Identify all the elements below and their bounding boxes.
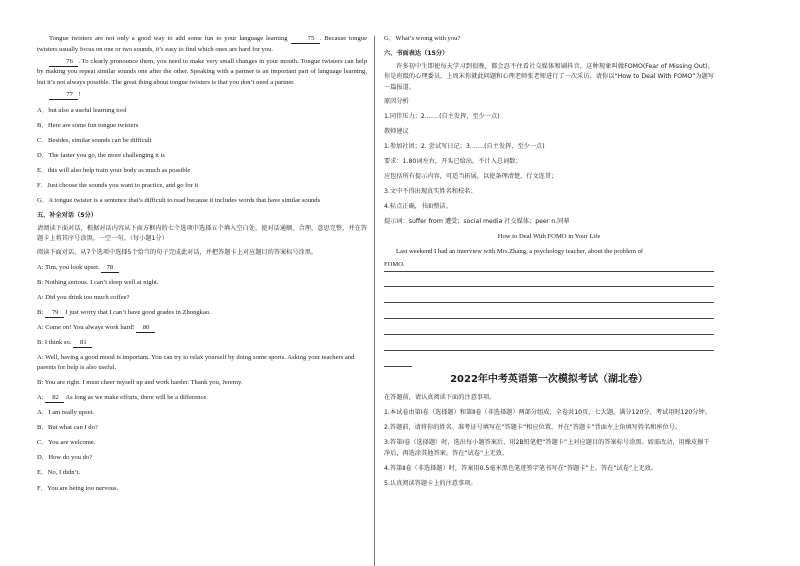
writing-line[interactable] <box>384 276 714 288</box>
option-f: F．Just choose the sounds you want to practice, and go for it <box>37 182 199 190</box>
advice-label: 教师建议 <box>384 128 409 136</box>
advice-item: 1.参加社团；2. 尝试写日记；3.……(自主发挥，至少一点) <box>384 143 545 151</box>
section-5-instruction-1: 请阅读下面对话，根据对话内容从下面方框内的七个选项中选择五个填入空白处，使对话通顺、合理，意思完整，并在答题卡上将其序号涂黑。一空一句。（每小题1分） <box>37 224 367 243</box>
dialogue-option-a: A．I am really upset. <box>37 409 95 417</box>
dialogue-line-3: A: Did you drink too much coffee? <box>37 293 130 301</box>
requirement-3: 3.文中不得出现真实姓名和校名； <box>384 188 477 196</box>
dialogue-option-g: G．What’s wrong with you? <box>384 35 461 42</box>
dialogue-option-f: F．You are being too nervous. <box>37 484 119 492</box>
exam-title: 2022年中考英语第一次模拟考试（湖北卷） <box>450 374 648 386</box>
essay-title: How to Deal With FOMO in Your Life <box>497 233 601 241</box>
dialogue-line-8: B: You are right. I must cheer myself up and work harder. Thank you, Jeremy. <box>37 379 243 387</box>
blank-78[interactable]: 78 <box>101 264 118 273</box>
notice-3: 3.答第Ⅰ卷（选择题）时，选出每小题答案后，用2B铅笔把“答题卡”上对应题目的答案标号涂黑。如需改动，用橡皮擦干净后，再选涂其他答案。答在“试卷”上无效。 <box>384 439 710 457</box>
option-e: E．this will also help train your body as much as possible <box>37 166 191 174</box>
writing-line[interactable] <box>384 292 714 304</box>
section-6-title: 六、书面表达（15分） <box>384 50 449 58</box>
cause-label: 原因分析 <box>384 98 409 106</box>
passage-paragraph-2: 76 . To clearly pronounce them, you need to make very small changes in your mouth. Tongue twisters can help by making you repeat similar sounds one after the other. Speaking with a partner is an important part of language learning, but it’s not always possible. The great thing about tongue twisters is that you don’t need a partner. <box>37 57 367 86</box>
option-c: C．Besides, similar sounds can be difficult <box>37 136 152 144</box>
section-5-instruction-2: 阅读下面对话，从7个选项中选择5个恰当的句子完成此对话，并把答题卡上对应题目的答案标号涂黑。 <box>37 249 318 256</box>
writing-line[interactable] <box>384 356 412 368</box>
section-6-intro: 许多初中生即使每天学习到很晚，都会忍不住看社交媒体和刷抖音，这种现象叫做FOMO(Fear of Missing Out)。你是班级的心理委员，上周末你就此问题和心理老师张老师进行了一次采访。请你以“How to Deal With FOMO”为题写一篇报道。 <box>384 62 714 91</box>
dialogue-line-2: B: Nothing serious. I can’t sleep well at night. <box>37 278 159 286</box>
requirement-4: 4.标点正确，书面整洁。 <box>384 203 452 211</box>
dialogue-line-1: A: Tim, you look upset. 78 <box>37 263 367 274</box>
dialogue-line-4: B: 79 I just worry that I can’t have good grades in Zhongkao. <box>37 308 211 316</box>
writing-line[interactable] <box>384 308 714 320</box>
dialogue-option-c: C．You are welcome. <box>37 439 96 447</box>
blank-77[interactable]: 77 <box>49 91 78 100</box>
blank-80[interactable]: 80 <box>136 324 155 333</box>
dialogue <box>37 263 367 404</box>
dialogue-option-e: E．No, I didn’t. <box>37 469 81 477</box>
dialogue-option-d: D．How do you do? <box>37 454 93 462</box>
cause-item: 1.同伴压力；2.……(自主发挥，至少一点) <box>384 113 500 121</box>
blank-76[interactable]: 76 <box>49 58 78 67</box>
blank-75[interactable]: 75 <box>291 35 320 44</box>
blank-79[interactable]: 79 <box>45 309 64 318</box>
notice-5: 5.认真阅读答题卡上的注意事项。 <box>384 479 477 487</box>
essay-first-line[interactable]: FOMO. <box>384 260 714 272</box>
blank-81[interactable]: 81 <box>73 339 92 348</box>
writing-lines[interactable] <box>384 276 714 368</box>
reading-options <box>37 106 367 207</box>
option-d: D．The faster you go, the more challenging it is <box>37 151 165 159</box>
blank-82[interactable]: 82 <box>45 394 64 403</box>
notice-4: 4.答第Ⅱ卷（非选择题）时，答案用0.5毫米黑色笔迹签字笔书写在“答题卡”上。答在“试卷”上无效。 <box>384 464 657 472</box>
option-b: B．Here are some fun tongue twisters <box>37 121 139 129</box>
section-5-title: 五、补全对话（5分） <box>37 212 97 220</box>
dialogue-line-9: A: 82 As long as we make efforts, there will be a difference. <box>37 394 208 402</box>
notice-intro: 在答题前，请认真阅读下面的注意事项。 <box>384 394 496 402</box>
right-column <box>384 34 714 494</box>
notice-2: 2.答题前，请将你的姓名、准考证号填写在“答题卡”相应位置，并在“答题卡”背面左上角填写姓名和座位号。 <box>384 424 682 432</box>
writing-line[interactable] <box>384 324 714 336</box>
essay-start: Last weekend I had an interview with Mrs.Zhang, a psychology teacher, about the problem of <box>396 248 644 256</box>
dialogue-options <box>37 408 367 494</box>
column-divider <box>374 36 375 566</box>
notices <box>384 408 714 489</box>
dialogue-line-7: A: Well, having a good mood is important. You can try to relax yourself by doing some sports. Asking your teachers and parents for help is also useful. <box>37 353 355 372</box>
dialogue-line-6: B: I think so. 81 <box>37 338 367 349</box>
requirement-1: 要求：1.80词左右，开头已给出，不计入总词数； <box>384 158 522 166</box>
left-column <box>37 34 367 499</box>
passage-paragraph-1: Tongue twisters are not only a good way to add some fun to your language learning 75 . Because tongue twisters usually focus on one or two sounds, it’s easy to find which ones are hard for you. <box>37 35 368 53</box>
option-a: A．but also a useful learning tool <box>37 106 127 114</box>
dialogue-option-b: B．But what can I do? <box>37 424 98 432</box>
passage-paragraph-3: 77 ! <box>37 90 367 101</box>
hint-words: 提示词：suffer from 遭受；social media 社交媒体；peer n.同辈 <box>384 218 570 226</box>
writing-line[interactable] <box>384 340 714 352</box>
requirement-2: 应包括所有提示内容，可适当拓展，以使条理清楚、行文连贯； <box>384 173 558 181</box>
option-g: G．A tongue twister is a sentence that’s difficult to read because it includes words that have similar sounds <box>37 197 321 205</box>
notice-1: 1.本试卷由第Ⅰ卷（选择题）和第Ⅱ卷（非选择题）两部分组成，全卷共10页，七大题，满分120分。考试用时120分钟。 <box>384 409 711 417</box>
dialogue-line-5: A: Come on! You always work hard! 80 <box>37 323 367 334</box>
